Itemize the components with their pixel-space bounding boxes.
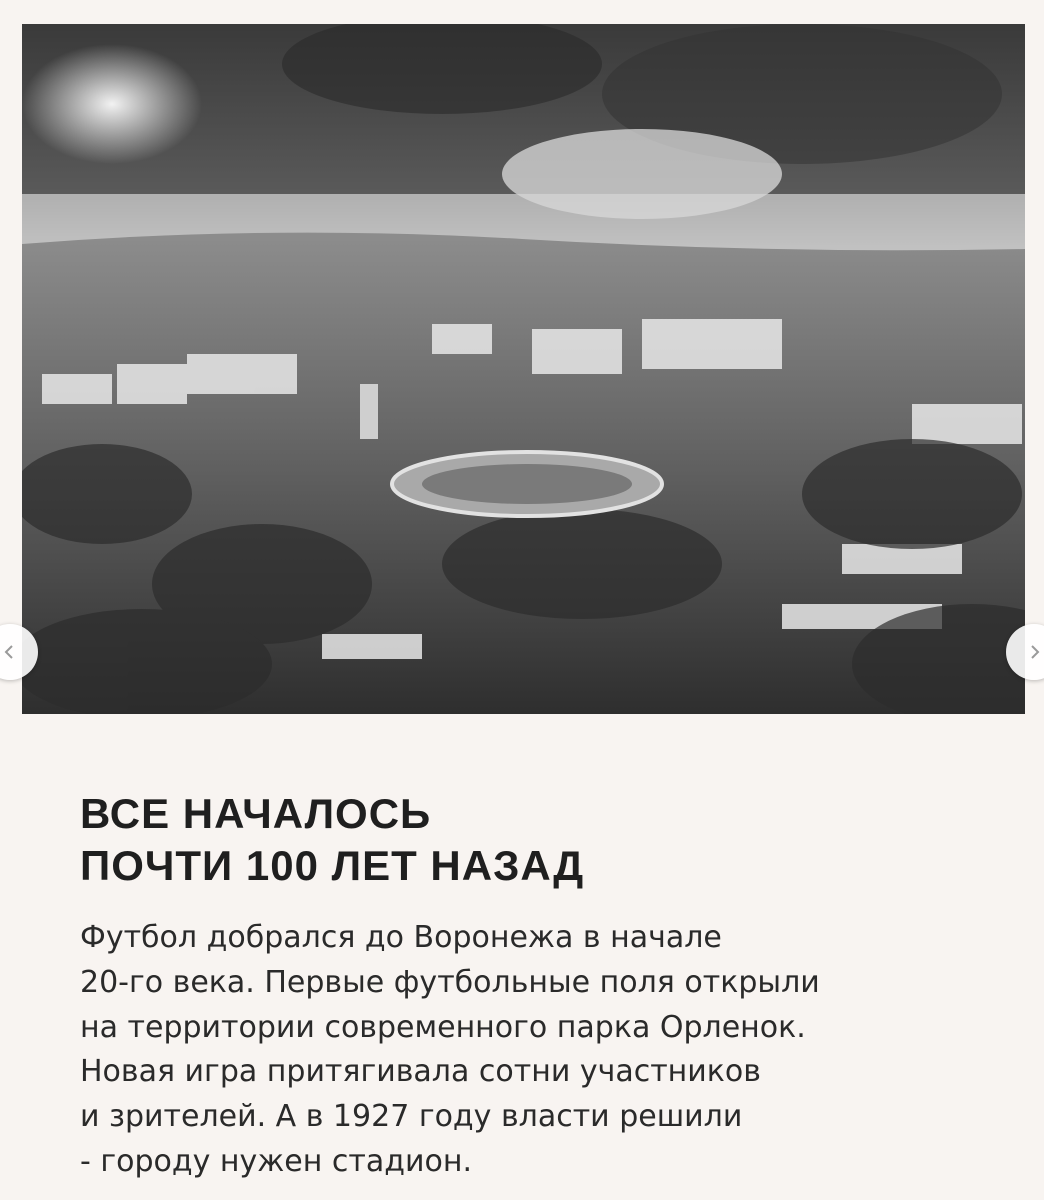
body-line: и зрителей. А в 1927 году власти решили <box>80 1099 743 1135</box>
chevron-left-icon <box>1 643 19 661</box>
heading-line-2: ПОЧТИ 100 ЛЕТ НАЗАД <box>80 842 585 889</box>
body-line: - городу нужен стадион. <box>80 1143 473 1179</box>
body-line: Футбол добрался до Воронежа в начале <box>80 920 722 955</box>
body-paragraph <box>80 916 1000 1185</box>
body-line: 20-го века. Первые футбольные поля открыли <box>80 964 820 1000</box>
body-line: на территории современного парка Орленок. <box>80 1009 806 1045</box>
city-aerial-photo <box>22 24 1025 714</box>
heading-line-1: ВСЕ НАЧАЛОСЬ <box>80 790 432 837</box>
body-line: Новая игра притягивала сотни участников <box>80 1054 761 1090</box>
chevron-right-icon <box>1025 643 1043 661</box>
photo-illustration <box>22 24 1025 714</box>
section-heading <box>80 788 980 892</box>
